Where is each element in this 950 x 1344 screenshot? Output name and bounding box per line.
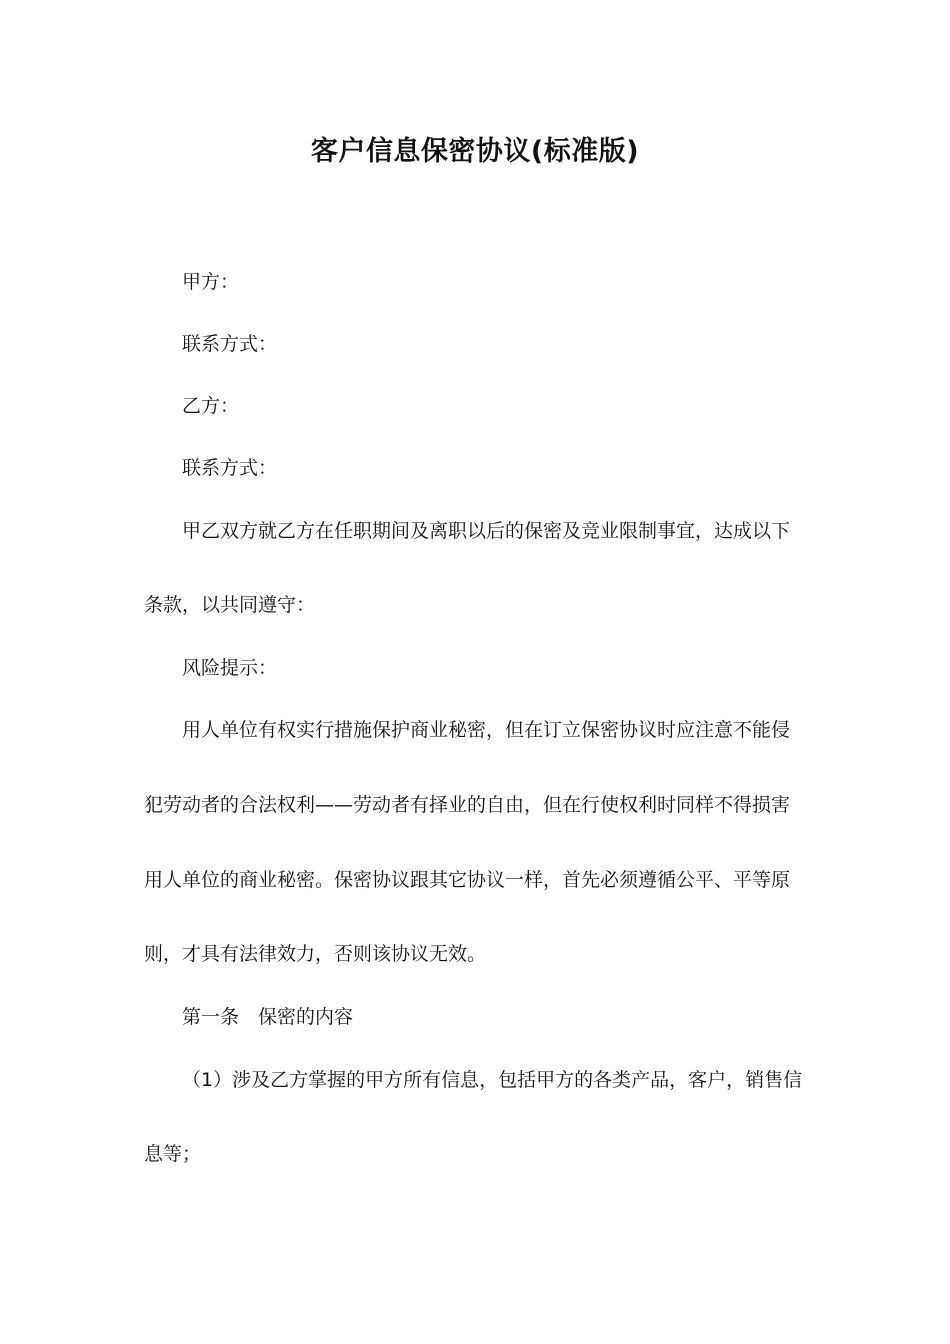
party-b-contact-line: 联系方式： <box>182 457 278 479</box>
risk-notice-line-4: 则，才具有法律效力，否则该协议无效。 <box>144 943 487 965</box>
agreement-intro-line-1: 甲乙双方就乙方在任职期间及离职以后的保密及竞业限制事宜，达成以下 <box>182 520 791 542</box>
document-title: 客户信息保密协议(标准版) <box>310 136 640 167</box>
risk-notice-heading: 风险提示： <box>182 657 278 679</box>
agreement-intro-line-2: 条款，以共同遵守： <box>144 594 316 616</box>
risk-notice-line-2: 犯劳动者的合法权利——劳动者有择业的自由，但在行使权利时同样不得损害 <box>144 794 791 816</box>
article-one-item-1-line-1: （1）涉及乙方掌握的甲方所有信息，包括甲方的各类产品，客户，销售信 <box>182 1069 803 1091</box>
article-one-item-1-line-2: 息等； <box>144 1143 202 1165</box>
party-a-line: 甲方： <box>182 271 240 293</box>
risk-notice-line-3: 用人单位的商业秘密。保密协议跟其它协议一样，首先必须遵循公平、平等原 <box>144 869 791 891</box>
party-b-line: 乙方： <box>182 395 240 417</box>
article-one-heading: 第一条 保密的内容 <box>182 1006 354 1028</box>
party-a-contact-line: 联系方式： <box>182 333 278 355</box>
risk-notice-line-1: 用人单位有权实行措施保护商业秘密，但在订立保密协议时应注意不能侵 <box>182 719 791 741</box>
